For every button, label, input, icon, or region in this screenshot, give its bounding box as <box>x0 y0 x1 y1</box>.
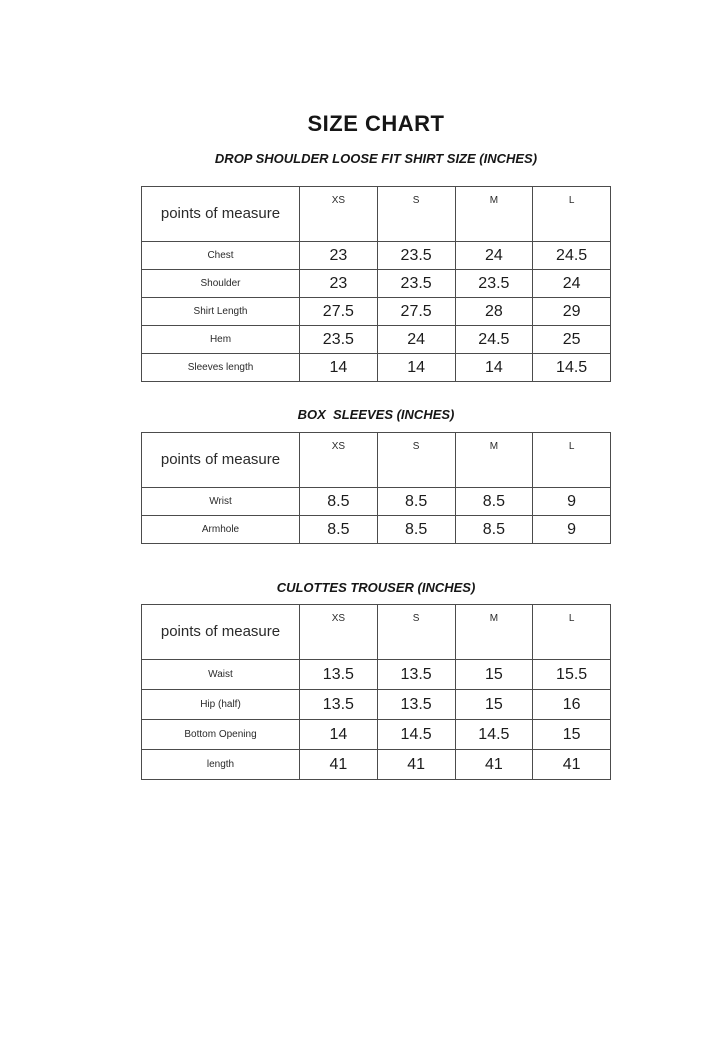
measurement-value: 24 <box>377 326 455 354</box>
measurement-row-label: Chest <box>142 242 300 270</box>
measurement-row <box>142 354 611 382</box>
measurement-value: 15 <box>455 660 533 690</box>
measurement-value: 24.5 <box>533 242 611 270</box>
size-table-header-row <box>142 605 611 660</box>
box-sleeves-section <box>141 407 611 544</box>
measurement-value: 8.5 <box>300 488 378 516</box>
measurement-row-label: length <box>142 750 300 780</box>
measurement-row <box>142 298 611 326</box>
measurement-row <box>142 516 611 544</box>
size-column-header: L <box>533 187 611 242</box>
measurement-value: 41 <box>377 750 455 780</box>
measurement-row-label: Wrist <box>142 488 300 516</box>
measurement-value: 41 <box>533 750 611 780</box>
measurement-value: 29 <box>533 298 611 326</box>
measurement-value: 28 <box>455 298 533 326</box>
measurement-row <box>142 660 611 690</box>
measurement-value: 14 <box>455 354 533 382</box>
measurement-value: 15 <box>455 690 533 720</box>
measurement-value: 13.5 <box>300 690 378 720</box>
measurement-value: 14.5 <box>455 720 533 750</box>
measurement-row-label: Armhole <box>142 516 300 544</box>
measurement-row-label: Shoulder <box>142 270 300 298</box>
measurement-value: 9 <box>533 488 611 516</box>
shirt-size-table <box>141 186 611 382</box>
measurement-value: 14 <box>300 720 378 750</box>
size-column-header: M <box>455 605 533 660</box>
measurement-value: 27.5 <box>377 298 455 326</box>
size-column-header: M <box>455 187 533 242</box>
measurement-value: 23.5 <box>377 270 455 298</box>
size-column-header: XS <box>300 433 378 488</box>
size-column-header: S <box>377 605 455 660</box>
measurement-value: 14 <box>377 354 455 382</box>
measurement-value: 13.5 <box>377 660 455 690</box>
box-sleeves-table-caption: BOX SLEEVES (INCHES) <box>297 407 455 422</box>
size-column-header: S <box>377 433 455 488</box>
measurement-value: 14.5 <box>533 354 611 382</box>
page-title: SIZE CHART <box>307 111 445 136</box>
measurement-value: 41 <box>455 750 533 780</box>
measurement-value: 24 <box>533 270 611 298</box>
measurement-row <box>142 690 611 720</box>
measurement-row <box>142 270 611 298</box>
size-column-header: XS <box>300 187 378 242</box>
measurement-row-label: Hip (half) <box>142 690 300 720</box>
measurement-value: 9 <box>533 516 611 544</box>
measurement-value: 8.5 <box>300 516 378 544</box>
document-content <box>141 111 611 780</box>
measurement-value: 23.5 <box>300 326 378 354</box>
measurement-row-label: Waist <box>142 660 300 690</box>
shirt-size-section <box>141 151 611 382</box>
measurement-value: 23.5 <box>455 270 533 298</box>
measurement-value: 13.5 <box>300 660 378 690</box>
size-column-header: L <box>533 605 611 660</box>
size-column-header: M <box>455 433 533 488</box>
measurement-value: 15.5 <box>533 660 611 690</box>
culottes-trouser-section <box>141 580 611 780</box>
measurement-value: 8.5 <box>377 516 455 544</box>
measurement-value: 14 <box>300 354 378 382</box>
size-column-header: L <box>533 433 611 488</box>
points-of-measure-header: points of measure <box>142 187 300 242</box>
measurement-value: 8.5 <box>455 516 533 544</box>
measurement-row <box>142 326 611 354</box>
measurement-value: 27.5 <box>300 298 378 326</box>
measurement-value: 13.5 <box>377 690 455 720</box>
points-of-measure-header: points of measure <box>142 433 300 488</box>
measurement-value: 25 <box>533 326 611 354</box>
measurement-row-label: Bottom Opening <box>142 720 300 750</box>
measurement-value: 8.5 <box>455 488 533 516</box>
measurement-value: 24 <box>455 242 533 270</box>
measurement-value: 41 <box>300 750 378 780</box>
measurement-row <box>142 488 611 516</box>
measurement-row-label: Sleeves length <box>142 354 300 382</box>
measurement-row-label: Shirt Length <box>142 298 300 326</box>
measurement-value: 15 <box>533 720 611 750</box>
points-of-measure-header: points of measure <box>142 605 300 660</box>
measurement-value: 8.5 <box>377 488 455 516</box>
measurement-value: 24.5 <box>455 326 533 354</box>
size-table-header-row <box>142 433 611 488</box>
measurement-value: 23 <box>300 242 378 270</box>
measurement-row <box>142 720 611 750</box>
size-table-header-row <box>142 187 611 242</box>
culottes-trouser-table-caption: CULOTTES TROUSER (INCHES) <box>276 580 476 595</box>
measurement-value: 23 <box>300 270 378 298</box>
shirt-size-table-caption: DROP SHOULDER LOOSE FIT SHIRT SIZE (INCHES) <box>214 151 538 166</box>
measurement-value: 23.5 <box>377 242 455 270</box>
measurement-row-label: Hem <box>142 326 300 354</box>
measurement-row <box>142 750 611 780</box>
culottes-trouser-table <box>141 604 611 780</box>
measurement-value: 16 <box>533 690 611 720</box>
measurement-row <box>142 242 611 270</box>
measurement-value: 14.5 <box>377 720 455 750</box>
box-sleeves-table <box>141 432 611 544</box>
size-column-header: S <box>377 187 455 242</box>
size-column-header: XS <box>300 605 378 660</box>
